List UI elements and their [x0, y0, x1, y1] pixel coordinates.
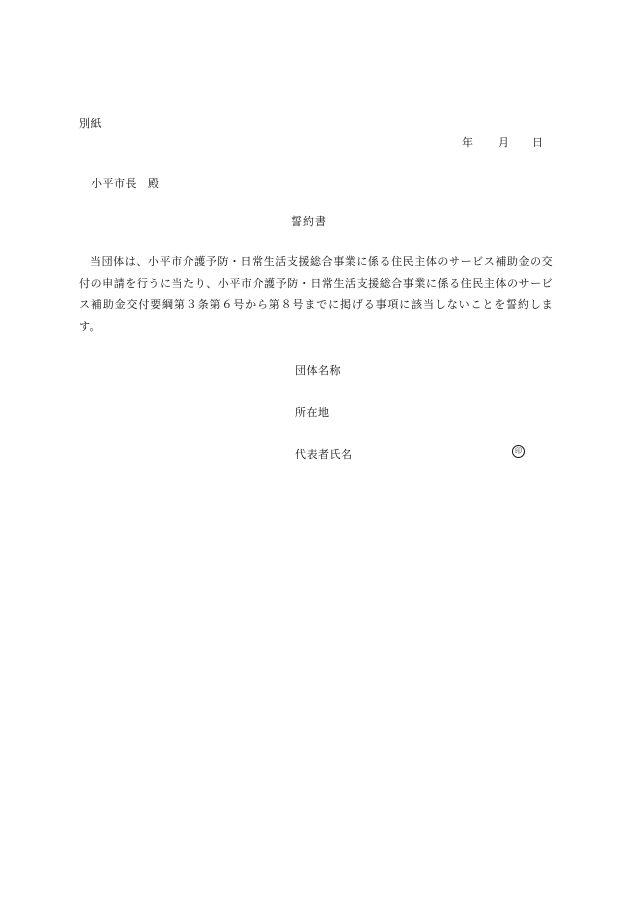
addressee-name: 小平市長: [91, 177, 137, 190]
date-line: [462, 134, 546, 150]
day-label: 日: [532, 136, 543, 149]
organization-name-label: 団体名称: [295, 364, 341, 377]
seal-mark-icon: 印: [512, 445, 525, 458]
month-label: 月: [498, 136, 509, 149]
addressee-honorific: 殿: [148, 177, 160, 190]
pledge-paragraph: 当団体は、小平市介護予防・日常生活支援総合事業に係る住民主体のサービス補助金の交付の申請を行うに当たり、小平市介護予防・日常生活支援総合事業に係る住民主体のサービス補助金交付要綱第３条第６号から第８号までに掲げる事項に該当しないことを誓約します。: [79, 255, 553, 333]
pledge-body: [79, 251, 553, 337]
document-title: 誓約書: [291, 215, 327, 228]
annex-label: 別紙: [79, 117, 102, 130]
address-label: 所在地: [295, 406, 330, 419]
representative-name-label: 代表者氏名: [295, 448, 353, 461]
year-label: 年: [462, 136, 473, 149]
addressee: [91, 175, 160, 191]
